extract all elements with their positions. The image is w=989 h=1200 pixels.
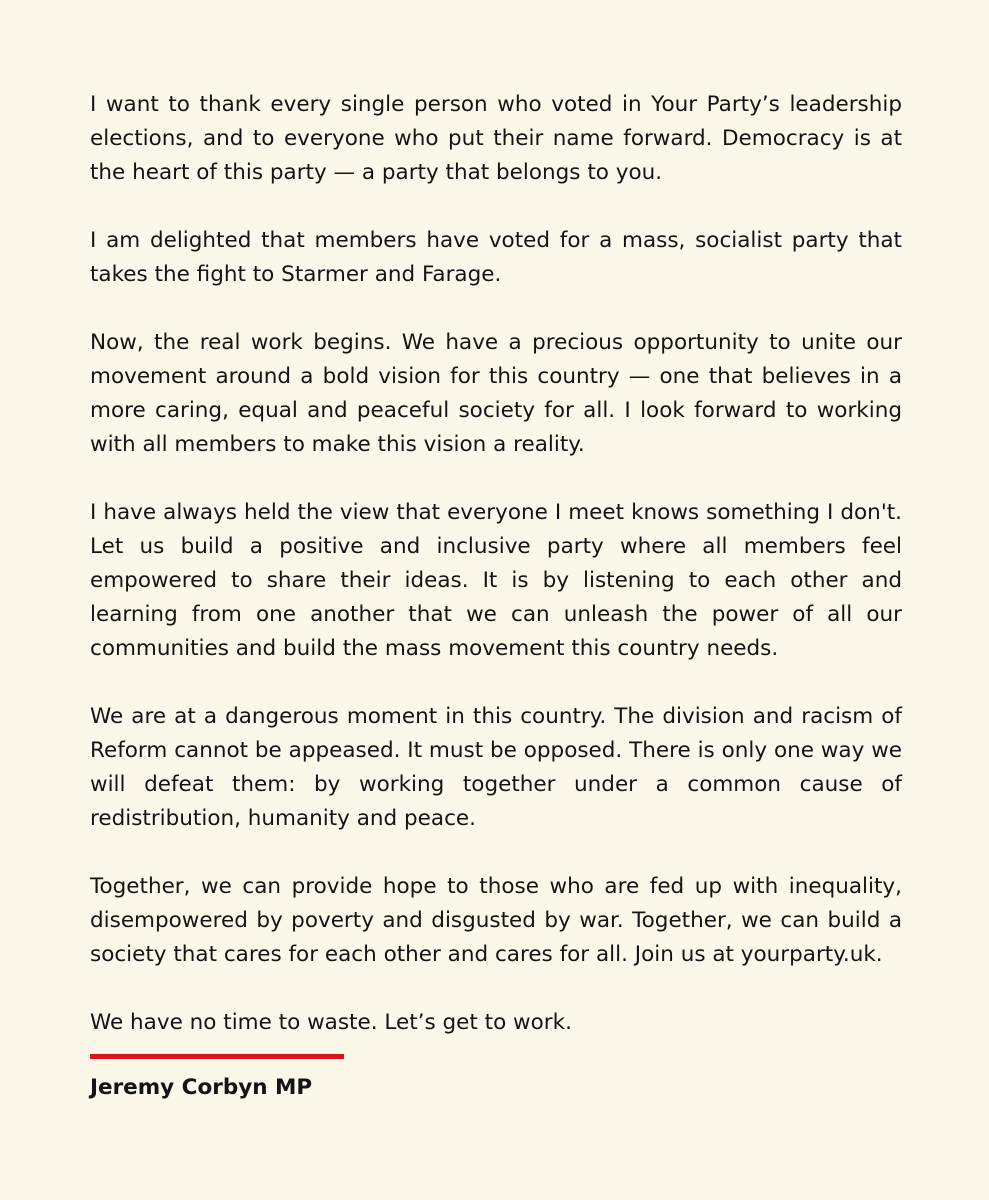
paragraph-get-to-work: We have no time to waste. Let’s get to work.: [90, 1010, 572, 1035]
paragraph-inclusive-party: I have always held the view that everyone I meet knows something I don't. Let us build a positive and inclusive party where all members feel empowered to share their ideas. It is by listening to each other and learning from one another that we can unleash the power of all our communities and build the mass movement this country needs.: [90, 500, 902, 661]
paragraph-dangerous-moment: We are at a dangerous moment in this country. The division and racism of Reform cannot be appeased. It must be opposed. There is only one way we will defeat them: by working together under a common cause of redistribution, humanity and peace.: [90, 704, 902, 831]
paragraph-delighted: I am delighted that members have voted for a mass, socialist party that takes the fight to Starmer and Farage.: [90, 228, 902, 287]
paragraph-real-work: Now, the real work begins. We have a precious opportunity to unite our movement around a bold vision for this country — one that believes in a more caring, equal and peaceful society for all. I look forward to working with all members to make this vision a reality.: [90, 330, 902, 457]
signature-divider: [90, 1054, 344, 1059]
paragraph-thanks: I want to thank every single person who voted in Your Party’s leadership elections, and to everyone who put their name forward. Democracy is at the heart of this party — a party that belongs to you.: [90, 92, 902, 185]
paragraph-together: Together, we can provide hope to those who are fed up with inequality, disempowered by poverty and disgusted by war. Together, we can build a society that cares for each other and cares for all. Join us at yourparty.uk.: [90, 874, 902, 967]
signature-name: Jeremy Corbyn MP: [90, 1075, 313, 1100]
statement-document: [90, 88, 902, 1105]
